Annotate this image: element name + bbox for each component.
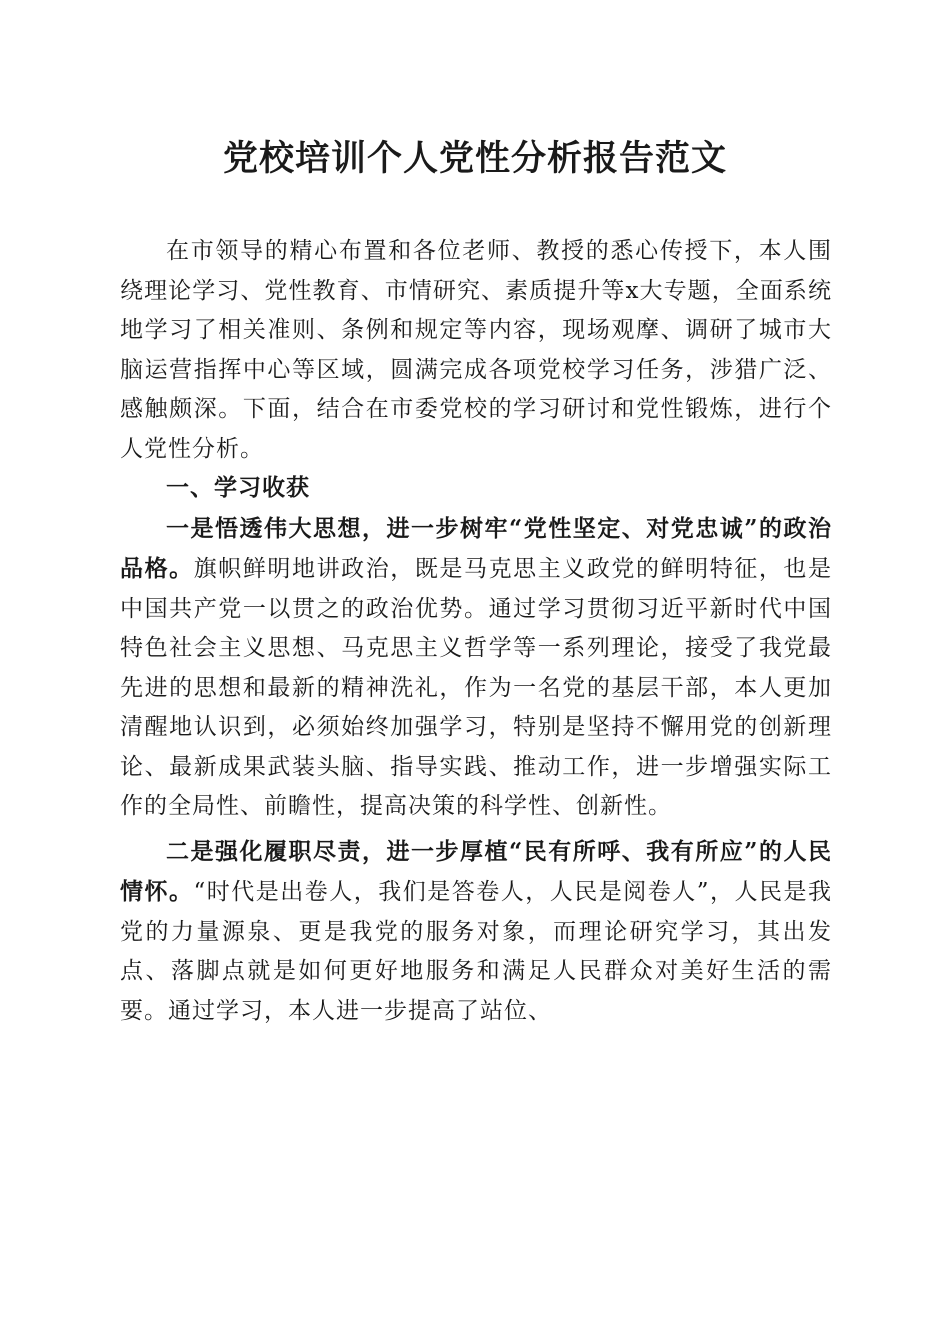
item-2-paragraph — [120, 832, 832, 1032]
item-2-lead: 二是强化履职尽责，进一步厚植“民有所呼、我有所应”的人民情怀。 — [120, 837, 832, 905]
item-1-paragraph — [120, 509, 832, 827]
document-body — [120, 232, 832, 1031]
item-1-body: 旗帜鲜明地讲政治，既是马克思主义政党的鲜明特征，也是中国共产党一以贯之的政治优势。通过学习贯彻习近平新时代中国特色社会主义思想、马克思主义哲学等一系列理论，接受了我党最先进的思想和最新的精神洗礼，作为一名党的基层干部，本人更加清醒地认识到，必须始终加强学习，特别是坚持不懈用党的创新理论、最新成果武装头脑、指导实践、推动工作，进一步增强实际工作的全局性、前瞻性，提高决策的科学性、创新性。 — [120, 556, 833, 819]
item-1-lead: 一是悟透伟大思想，进一步树牢“党性坚定、对党忠诚”的政治品格。 — [120, 514, 832, 582]
intro-paragraph: 在市领导的精心布置和各位老师、教授的悉心传授下，本人围绕理论学习、党性教育、市情研究、素质提升等x大专题，全面系统地学习了相关准则、条例和规定等内容，现场观摩、调研了城市大脑运营指挥中心等区域，圆满完成各项党校学习任务，涉猎广泛、感触颇深。下面，结合在市委党校的学习研讨和党性锻炼，进行个人党性分析。 — [120, 238, 832, 462]
item-2-body: “时代是出卷人，我们是答卷人，人民是阅卷人”，人民是我党的力量源泉、更是我党的服务对象，而理论研究学习，其出发点、落脚点就是如何更好地服务和满足人民群众对美好生活的需要。通过学习，本人进一步提高了站位、 — [120, 879, 832, 1024]
page-title: 党校培训个人党性分析报告范文 — [222, 138, 727, 179]
section-heading-learning-gains: 一、学习收获 — [166, 475, 310, 501]
